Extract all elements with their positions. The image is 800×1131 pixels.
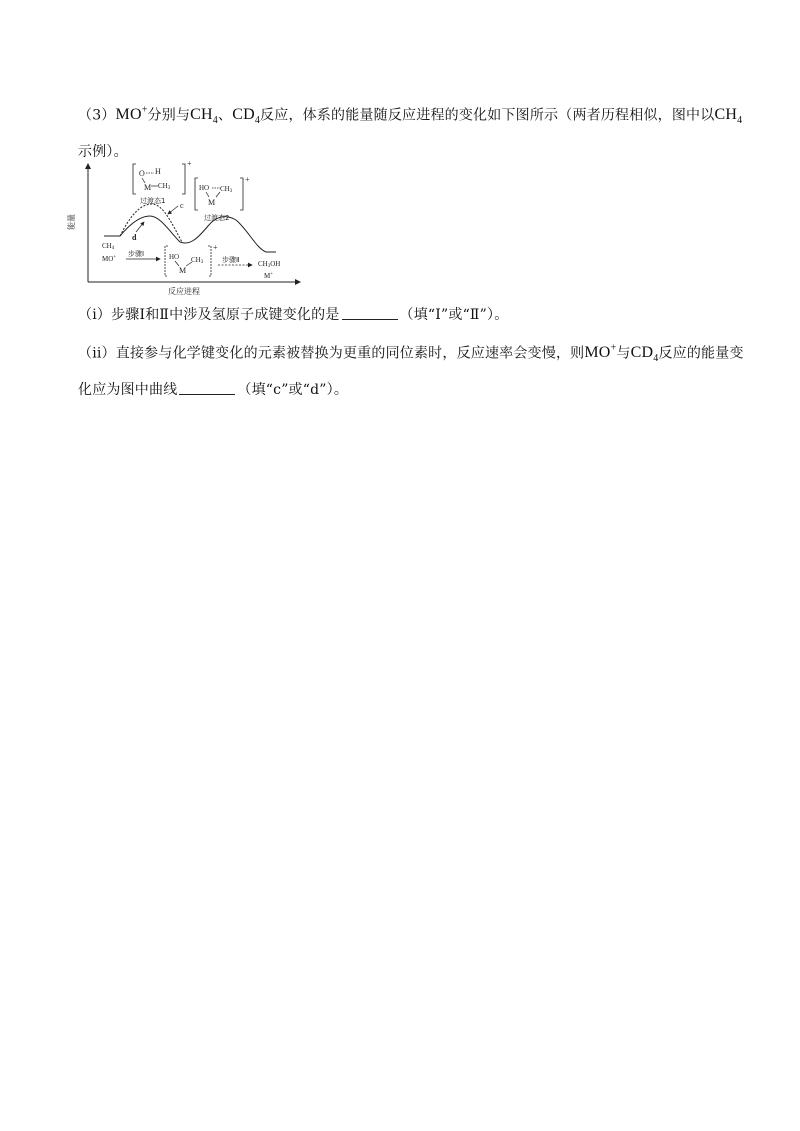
stem-text-react: 分别与 [147, 107, 191, 124]
svg-text:+: + [213, 243, 218, 252]
stem-text-desc: 反应，体系的能量随反应进程的变化如下图所示（两者历程相似，图中以 [260, 107, 715, 124]
svg-text:+: + [187, 159, 192, 168]
transition-state-1 [133, 159, 192, 194]
y-axis-label: 能量 [67, 214, 76, 230]
sub-question-ii [78, 334, 758, 405]
svg-text:M: M [179, 266, 187, 275]
curve-c-label: c [180, 201, 184, 210]
sub-i-hint: （填“Ⅰ”或“Ⅱ”）。 [399, 307, 509, 323]
svg-text:HO: HO [169, 253, 180, 261]
step-1-label: 步骤Ⅰ [128, 250, 145, 258]
question-stem [78, 96, 758, 167]
curve-d-pointer [136, 222, 144, 232]
curve-c-pointer [168, 206, 178, 214]
formula-cd4: $CD_4$ [232, 106, 261, 127]
sub-i-label: （i） [78, 307, 112, 323]
energy-diagram [67, 158, 318, 298]
svg-text:+: + [245, 175, 250, 184]
transition-state-2 [195, 175, 250, 210]
formula-ch4: $CH_4$ [190, 106, 218, 127]
sub-ii-text-d: 化应为图中曲线 [78, 381, 178, 398]
svg-text:O: O [139, 169, 145, 178]
ts2-label: 过渡态2 [204, 214, 230, 222]
sub-i-text: 步骤Ⅰ和Ⅱ中涉及氢原子成键变化的是 [111, 307, 340, 323]
formula-mo-plus-ii: MO+ [584, 343, 617, 362]
svg-text:M: M [144, 183, 152, 192]
svg-text:CH3: CH3 [191, 256, 204, 265]
product-m: M+ [264, 272, 274, 280]
answer-blank-i[interactable] [342, 305, 398, 320]
curve-d-label: d [132, 233, 137, 242]
ts1-label: 过渡态1 [140, 197, 166, 205]
sub-ii-label: （ii） [78, 345, 116, 362]
curve-d [104, 216, 276, 252]
formula-ch4-example: $CH_4$ [714, 106, 743, 127]
x-axis-label: 反应进程 [168, 287, 200, 296]
formula-mo-plus: MO+ [115, 105, 148, 124]
sub-ii-text-b: 与 [616, 345, 631, 362]
separator: 、 [218, 107, 233, 124]
answer-blank-ii[interactable] [179, 380, 235, 395]
stem-text-example: 示例）。 [78, 143, 128, 160]
svg-text:M: M [208, 198, 216, 207]
sub-ii-hint: （填“c”或“d”）。 [237, 381, 349, 398]
step-2-label: 步骤Ⅱ [222, 256, 240, 264]
svg-text:H: H [155, 167, 161, 176]
svg-text:CH3: CH3 [220, 185, 233, 194]
svg-text:HO: HO [199, 184, 210, 192]
reactant-mo: MO+ [102, 255, 117, 263]
sub-ii-text-a: 直接参与化学键变化的元素被替换为更重的同位素时，反应速率会变慢，则 [115, 345, 585, 362]
product-ch3oh: CH3OH [258, 260, 281, 269]
intermediate [165, 243, 218, 276]
question-number: （3） [78, 107, 116, 124]
svg-text:CH3: CH3 [158, 182, 171, 191]
formula-cd4-ii: $CD_4$ [630, 344, 659, 365]
sub-ii-text-c: 反应的能量变 [658, 345, 744, 362]
reactant-ch4: CH4 [102, 242, 115, 251]
curve-c [120, 204, 182, 242]
sub-question-i [78, 300, 758, 330]
